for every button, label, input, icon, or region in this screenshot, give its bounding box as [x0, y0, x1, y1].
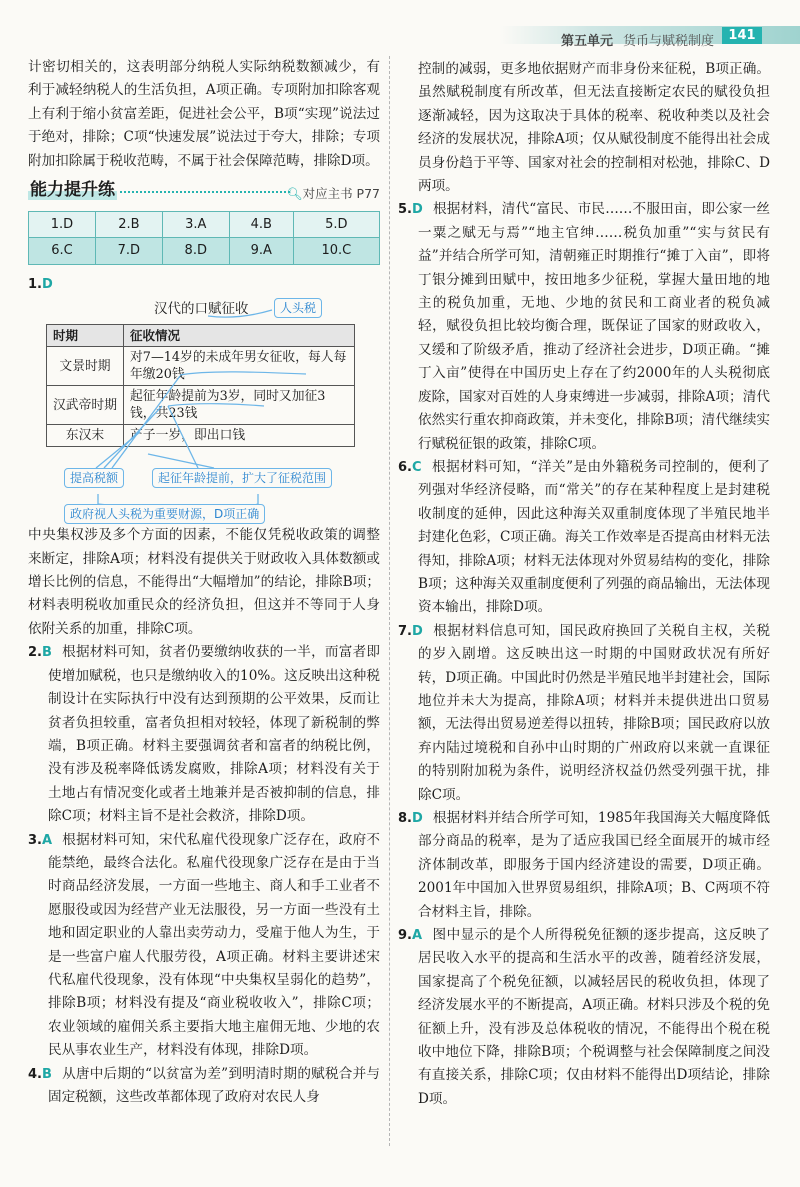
- diagram-header: 时期: [47, 325, 124, 347]
- answer-text: 图中显示的是个人所得税免征额的逐步提高，这反映了居民收入水平的提高和生活水平的改善，随着经济发展，国家提高了个税免征额，以减轻居民的税收负担，体现了经济发展水平的不断提高，A项正确。材料只涉及个税的免征额上升，没有涉及总体税收的情况，不能得出个税在税收中地位下降，排除B项；个税调整与社会保障制度之间没有直接关系，排除C项；仅由材料不能得出D项结论，排除D项。: [418, 927, 770, 1107]
- answer-key-cell: 2.B: [95, 212, 162, 238]
- answer-key-cell: 1.D: [29, 212, 96, 238]
- left-column: [28, 56, 380, 1109]
- diagram-period: 文景时期: [47, 347, 124, 386]
- answer-letter: B: [41, 1066, 52, 1082]
- answer-letter: D: [411, 623, 423, 639]
- q1-explanation: 中央集权涉及多个方面的因素，不能仅凭税收政策的调整来断定，排除A项；材料没有提供关于财政收入具体数额或增长比例的信息，不能得出“大幅增加”的结论，排除B项；材料表明税收加重民众的经济负担，但这并不等同于人身依附关系的加重，排除C项。: [28, 527, 380, 637]
- annotated-tax-diagram: [28, 298, 380, 520]
- answer-key-cell: 6.C: [29, 238, 96, 264]
- answer-letter: C: [411, 459, 422, 475]
- q8-paragraph: [398, 807, 770, 924]
- diagram-info: 对7—14岁的未成年男女征收，每人每年缴20钱: [124, 347, 355, 386]
- answer-key-cell: 7.D: [95, 238, 162, 264]
- annotation-tag-left: 提高税额: [64, 468, 124, 488]
- answer-text: 根据材料可知，“洋关”是由外籍税务司控制的，便利了列强对华经济侵略，而“常关”的存在某种程度上是封建税收制度的延伸，因此这种海关双重制度体现了半殖民地半封建化色彩，C项正确。海关工作效率是否提高由材料无法得知，排除A项；材料无法体现对外贸易结构的变化，排除B项；这种海关双重制度便利了列强的商品输出，无法体现资本输出，排除D项。: [418, 458, 770, 616]
- section-dotted-line: [120, 191, 290, 193]
- annotation-tag-right: 起征年龄提前，扩大了征税范围: [152, 468, 332, 488]
- annotation-tag-title: 人头税: [274, 298, 322, 318]
- question-number: 6.: [398, 459, 412, 475]
- answer-key-cell: 3.A: [162, 212, 229, 238]
- page-number: 141: [722, 27, 762, 44]
- diagram-title: 汉代的口赋征收: [154, 301, 249, 318]
- annotation-tag-bottom: 政府视人头税为重要财源，D项正确: [64, 504, 265, 524]
- q1-label: [28, 273, 380, 296]
- answer-letter: A: [411, 928, 423, 944]
- arrow-to-left-tag: [112, 376, 180, 468]
- section-header: [28, 179, 380, 207]
- diagram-period: 汉武帝时期: [47, 386, 124, 425]
- chapter-label: 货币与赋税制度: [622, 34, 714, 49]
- diagram-info: 起征年龄提前为3岁，同时又加征3钱，共23钱: [124, 386, 355, 425]
- answer-letter: D: [411, 202, 423, 218]
- question-number: 5.: [398, 202, 412, 218]
- question-number: 8.: [398, 811, 412, 826]
- intro-paragraph: 计密切相关的，这表明部分纳税人实际纳税数额减少，有利于减轻纳税人的生活负担，A项正确。专项附加扣除客观上有利于缩小贫富差距，促进社会公平，B项“实现”说法过于绝对，排除；C项“快速发展”说法过于夸大，排除；专项附加扣除属于税收范畴，不属于社会保障范畴，排除D项。: [28, 59, 380, 169]
- answer-key-cell: 5.D: [293, 212, 379, 238]
- q4-paragraph: [28, 1063, 380, 1110]
- answer-letter: B: [41, 645, 52, 661]
- answer-key-cell: 10.C: [293, 238, 379, 264]
- q2-paragraph: [28, 641, 380, 828]
- page-header: [500, 0, 800, 49]
- answer-key-row: [29, 238, 380, 264]
- section-reference-text: 对应主书 P77: [302, 186, 380, 202]
- answer-key-cell: 8.D: [162, 238, 229, 264]
- q7-paragraph: [398, 620, 770, 807]
- q6-paragraph: [398, 456, 770, 620]
- q4-continuation: 控制的减弱，更多地依据财产而非身份来征税，B项正确。虽然赋税制度有所改革，但无法直接断定农民的赋役负担逐渐减轻，因为这取决于具体的税率、税收种类以及社会经济的发展状况，排除A项；仅从赋役制度不能得出社会成员身份趋于平等、国家对社会的控制相对松弛，排除C、D两项。: [418, 61, 770, 195]
- diagram-period: 东汉末: [47, 425, 124, 447]
- answer-key-cell: 4.B: [229, 212, 293, 238]
- right-column: [398, 58, 770, 1111]
- answer-key-table: [28, 211, 380, 265]
- arrow-to-title-tag: [208, 310, 272, 317]
- question-number: 1.: [28, 276, 42, 292]
- question-number: 9.: [398, 928, 412, 944]
- column-divider: [389, 56, 390, 1146]
- circle-mark: [180, 372, 306, 375]
- q3-paragraph: [28, 829, 380, 1063]
- answer-letter: D: [41, 276, 53, 292]
- answer-key-row: [29, 212, 380, 238]
- question-number: 3.: [28, 832, 42, 848]
- answer-letter: D: [411, 811, 423, 826]
- answer-key-cell: 9.A: [229, 238, 293, 264]
- answer-text: 根据材料信息可知，国民政府换回了关税自主权，关税的岁入剧增。这反映出这一时期的中国财政状况有所好转，D项正确。中国此时仍然是半殖民地半封建社会，国际地位并未大为提高，排除A项；材料并未提供进出口贸易额，无法得出贸易逆差得以扭转，排除B项；国民政府以放弃内陆过境税和自孙中山时期的广州政府以来就一直课征的特别附加税为条件，说明经济权益仍然受列强干扰，排除C项。: [418, 622, 770, 803]
- header-text: [561, 30, 714, 49]
- magnifier-icon: 🔍︎: [286, 186, 303, 202]
- answer-text: 根据材料可知，贫者仍要缴纳收获的一半，而富者即使增加赋税，也只是缴纳收入的10%。这反映出这种税制设计在实际执行中没有达到预期的公平效果，反而让贫者负担较重，富者负担相对较轻，体现了新税制的弊端，B项正确。材料主要强调贫者和富者的纳税比例，没有涉及税率降低诱发腐败，排除A项；材料没有关于土地占有情况变化或者土地兼并是否被抑制的信息，排除C项；材料主旨不是社会救济，排除D项。: [48, 644, 380, 825]
- diagram-info: 产子一岁，即出口钱: [124, 425, 355, 447]
- arrow-to-right-tag: [148, 454, 214, 468]
- circle-mark: [168, 404, 264, 406]
- arrow-to-left-tag: [104, 406, 162, 468]
- question-number: 7.: [398, 623, 412, 639]
- answer-text: 根据材料可知，宋代私雇代役现象广泛存在，政府不能禁绝，最终合法化。私雇代役现象广泛存在是由于当时商品经济发展，一方面一些地主、商人和手工业者不愿服役或因为经营产业无法服役，另一方面一些没有土地和固定职业的人靠出卖劳动力，受雇于他人为生，于是一些富户雇人代服劳役，A项正确。材料主要讲述宋代私雇代役现象，没有体现“中央集权呈弱化的趋势”，排除B项；材料没有提及“商业税收收入”，排除C项；农业领域的雇佣关系主要指大地主雇佣无地、少地的农民从事农业生产，材料没有体现，排除D项。: [48, 831, 380, 1059]
- question-number: 4.: [28, 1066, 42, 1082]
- section-reference: [287, 182, 380, 205]
- q5-paragraph: [398, 198, 770, 455]
- answer-letter: A: [41, 832, 53, 848]
- question-number: 2.: [28, 645, 42, 661]
- answer-text: 根据材料，清代“富民、市民……不服田亩，即公家一丝一粟之赋无与焉”“地主官绅……税负加重”“实与贫民有益”并结合所学可知，清朝雍正时期推行“摊丁入亩”，即将丁银分摊到田赋中，按田地多少征税，掌握大量田地的地主的税负加重，无地、少地的贫民和工商业者的税负减轻，赋役负担比较均衡合理，既保证了国家的财政收入，又缓和了阶级矛盾，推动了经济社会进步，D项正确。“摊丁入亩”使得在中国历史上存在了约2000年的人头税彻底废除，国家对百姓的人身束缚进一步减弱，排除A项；清代依然实行重农抑商政策，并未变化，排除B项；清代继续实行赋税征银的政策，排除C项。: [418, 201, 770, 452]
- answer-text: 根据材料并结合所学可知，1985年我国海关大幅度降低部分商品的税率，是为了适应我国已经全面展开的城市经济体制改革，即服务于国内经济建设的需要，D项正确。2001年中国加入世界贸易组织，排除A项；B、C两项不符合材料主旨，排除。: [418, 810, 770, 920]
- diagram-header: 征收情况: [124, 325, 355, 347]
- q9-paragraph: [398, 924, 770, 1111]
- section-title: 能力提升练: [30, 180, 115, 201]
- answer-text: 从唐中后期的“以贫富为差”到明清时期的赋税合并与固定税额，这些改革都体现了政府对农民人身: [48, 1065, 380, 1105]
- unit-label: 第五单元: [560, 34, 613, 49]
